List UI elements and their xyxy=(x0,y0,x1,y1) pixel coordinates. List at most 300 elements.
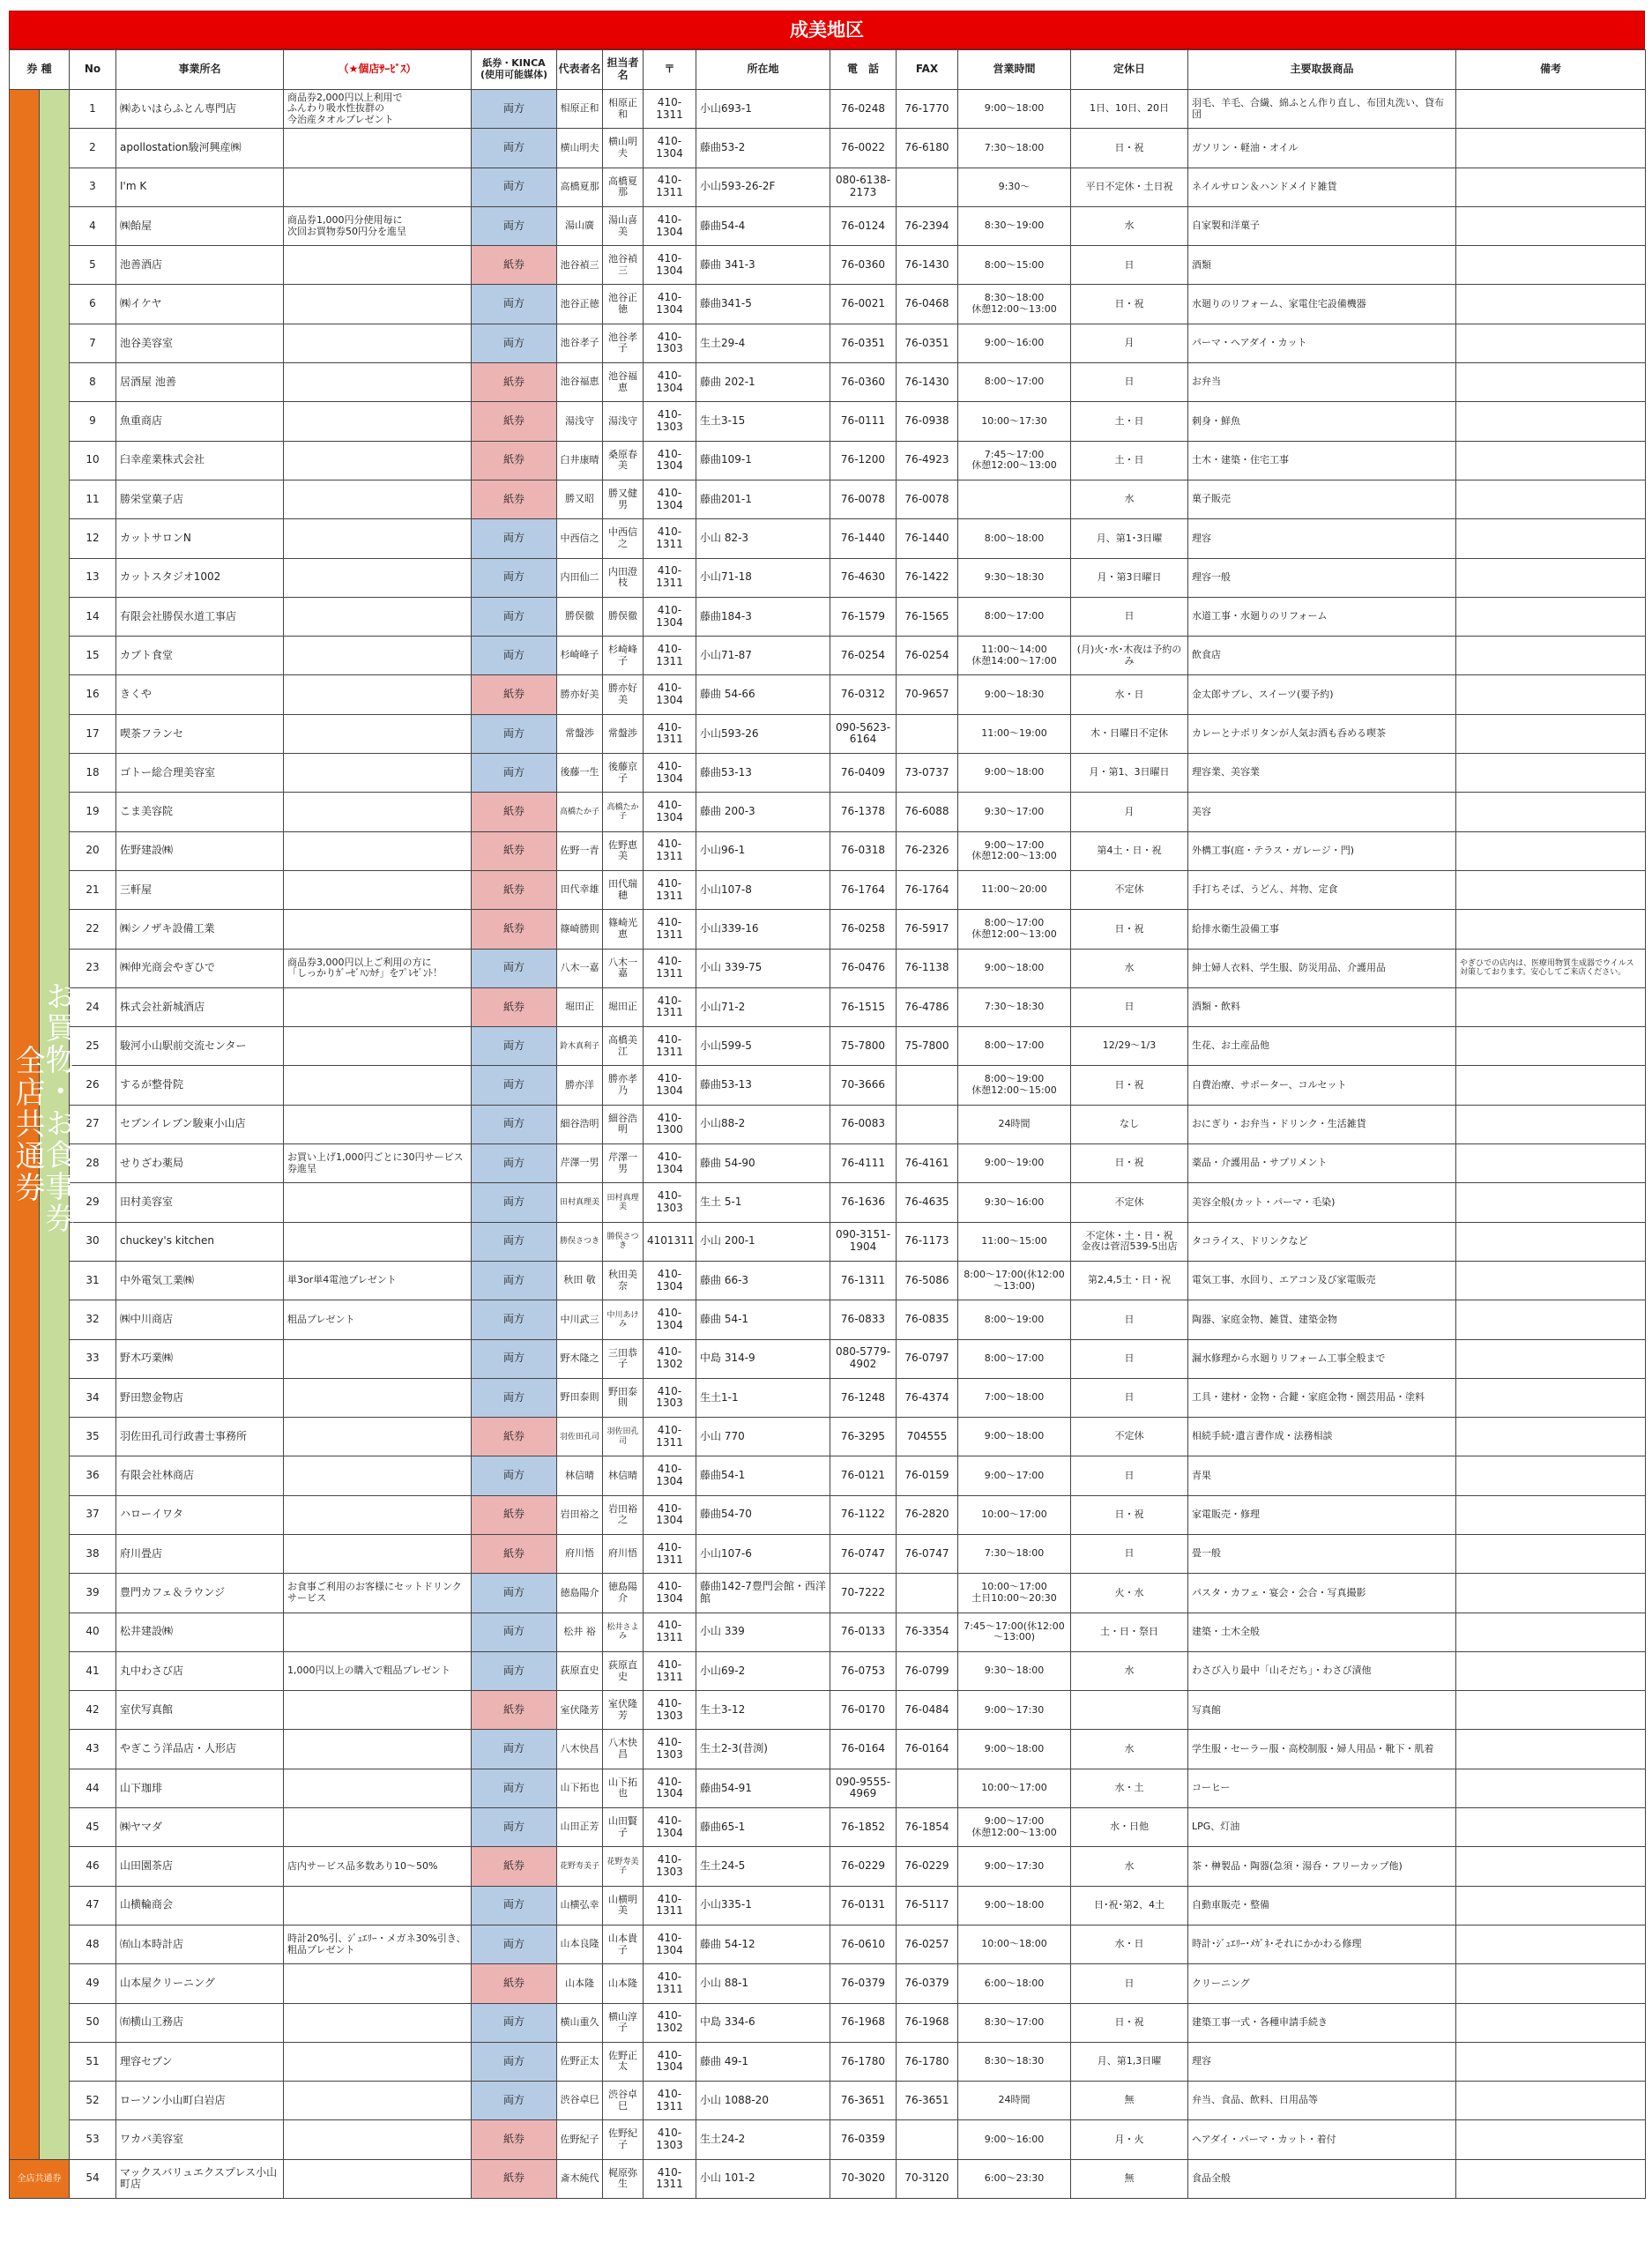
row-no: 51 xyxy=(70,2042,116,2081)
table-row xyxy=(10,1847,1646,1886)
phone: 76-4630 xyxy=(830,558,897,597)
address: 小山 1088-20 xyxy=(696,2082,830,2120)
contact-person: 八木一嘉 xyxy=(603,949,644,987)
media-type: 紙券 xyxy=(472,402,557,441)
remarks xyxy=(1456,1339,1646,1378)
products: 家電販売・修理 xyxy=(1188,1495,1456,1534)
address: 藤曲54-1 xyxy=(696,1456,830,1495)
phone: 76-0409 xyxy=(830,754,897,793)
address: 藤曲54-4 xyxy=(696,206,830,245)
postal-code: 4101311 xyxy=(644,1222,696,1261)
col-media: 紙券・KINCA (使用可能媒体) xyxy=(472,50,557,90)
representative: 佐野一青 xyxy=(557,831,603,870)
representative: 秋田 敬 xyxy=(557,1261,603,1300)
remarks xyxy=(1456,1456,1646,1495)
remarks xyxy=(1456,206,1646,245)
products: ネイルサロン＆ハンドメイド雑貨 xyxy=(1188,168,1456,206)
media-type: 紙券 xyxy=(472,987,557,1026)
phone: 76-0360 xyxy=(830,363,897,402)
group-all-store-label: 全店共通券 xyxy=(10,1045,46,1204)
row-no: 33 xyxy=(70,1339,116,1378)
business-name: 有限会社勝俣水道工事店 xyxy=(116,597,284,636)
holiday: 月・火 xyxy=(1071,2120,1188,2159)
row-no: 54 xyxy=(70,2159,116,2198)
business-name: ㈱あいはらふとん専門店 xyxy=(116,90,284,129)
row-no: 39 xyxy=(70,1574,116,1613)
business-hours: 7:30～18:00 xyxy=(958,1534,1071,1573)
fax xyxy=(897,2120,958,2159)
media-type: 両方 xyxy=(472,1886,557,1925)
address: 生土 5-1 xyxy=(696,1183,830,1222)
products: 手打ちそば、うどん、丼物、定食 xyxy=(1188,870,1456,909)
fax: 76-4786 xyxy=(897,987,958,1026)
business-hours xyxy=(958,480,1071,518)
holiday: 日・祝 xyxy=(1071,285,1188,324)
representative: 松井 裕 xyxy=(557,1613,603,1651)
business-name: 魚重商店 xyxy=(116,402,284,441)
phone: 76-1122 xyxy=(830,1495,897,1534)
address: 藤曲142-7豊門会館・西洋館 xyxy=(696,1574,830,1613)
business-name: ㈱ヤマダ xyxy=(116,1808,284,1847)
phone: 76-0747 xyxy=(830,1534,897,1573)
row-no: 2 xyxy=(70,129,116,168)
media-type: 紙券 xyxy=(472,1964,557,2003)
media-type: 両方 xyxy=(472,285,557,324)
remarks xyxy=(1456,246,1646,285)
address: 小山107-8 xyxy=(696,870,830,909)
phone: 76-0360 xyxy=(830,246,897,285)
row-no: 8 xyxy=(70,363,116,402)
fax: 76-0747 xyxy=(897,1534,958,1573)
representative: 篠崎勝則 xyxy=(557,910,603,949)
table-row xyxy=(10,1730,1646,1769)
holiday: 日 xyxy=(1071,597,1188,636)
service-note xyxy=(284,129,472,168)
representative: 池谷孝子 xyxy=(557,324,603,362)
business-hours: 6:00～23:30 xyxy=(958,2159,1071,2198)
contact-person: 高橋たか子 xyxy=(603,793,644,831)
table-row xyxy=(10,987,1646,1026)
table-row xyxy=(10,1534,1646,1573)
phone: 76-1248 xyxy=(830,1378,897,1417)
business-name: 野木巧業㈱ xyxy=(116,1339,284,1378)
row-no: 44 xyxy=(70,1769,116,1807)
row-no: 48 xyxy=(70,1925,116,1963)
fax: 76-6180 xyxy=(897,129,958,168)
service-note xyxy=(284,2159,472,2198)
service-note xyxy=(284,1105,472,1143)
products: 酒類・飲料 xyxy=(1188,987,1456,1026)
media-type: 紙券 xyxy=(472,246,557,285)
holiday: 火・水 xyxy=(1071,1574,1188,1613)
postal-code: 410-1304 xyxy=(644,1456,696,1495)
row-no: 45 xyxy=(70,1808,116,1847)
store-table xyxy=(9,49,1646,2199)
contact-person: 池谷正徳 xyxy=(603,285,644,324)
fax: 76-0799 xyxy=(897,1651,958,1690)
address: 小山593-26 xyxy=(696,714,830,753)
products: 美容全般(カット・パーマ・毛染) xyxy=(1188,1183,1456,1222)
postal-code: 410-1311 xyxy=(644,558,696,597)
holiday: 土・日 xyxy=(1071,441,1188,480)
fax: 76-5917 xyxy=(897,910,958,949)
holiday: 不定休 xyxy=(1071,870,1188,909)
media-type: 両方 xyxy=(472,519,557,558)
postal-code: 410-1304 xyxy=(644,675,696,714)
business-hours: 24時間 xyxy=(958,2082,1071,2120)
business-hours: 10:00～17:30 xyxy=(958,402,1071,441)
fax: 76-4161 xyxy=(897,1144,958,1183)
fax: 76-0938 xyxy=(897,402,958,441)
representative: 勝亦洋 xyxy=(557,1066,603,1105)
fax: 76-1430 xyxy=(897,363,958,402)
products: 生花、お土産品他 xyxy=(1188,1027,1456,1066)
products: 青果 xyxy=(1188,1456,1456,1495)
media-type: 両方 xyxy=(472,637,557,675)
remarks xyxy=(1456,1300,1646,1339)
fax: 76-0351 xyxy=(897,324,958,362)
business-name: カットサロンN xyxy=(116,519,284,558)
media-type: 両方 xyxy=(472,2082,557,2120)
service-note xyxy=(284,1730,472,1769)
postal-code: 410-1302 xyxy=(644,1339,696,1378)
media-type: 紙券 xyxy=(472,1418,557,1456)
products: ガソリン・軽油・オイル xyxy=(1188,129,1456,168)
table-row xyxy=(10,1574,1646,1613)
service-note xyxy=(284,168,472,206)
postal-code: 410-1304 xyxy=(644,1495,696,1534)
business-hours: 8:00～17:00(休12:00～13:00) xyxy=(958,1261,1071,1300)
remarks xyxy=(1456,2159,1646,2198)
row-no: 15 xyxy=(70,637,116,675)
products: わさび入り最中「山そだち」・わさび漬他 xyxy=(1188,1651,1456,1690)
table-row xyxy=(10,1495,1646,1534)
address: 小山 339-75 xyxy=(696,949,830,987)
address: 藤曲53-13 xyxy=(696,754,830,793)
address: 小山107-6 xyxy=(696,1534,830,1573)
representative: 中西信之 xyxy=(557,519,603,558)
remarks xyxy=(1456,1964,1646,2003)
representative: 徳島陽介 xyxy=(557,1574,603,1613)
address: 藤曲341-5 xyxy=(696,285,830,324)
business-name: 池谷美容室 xyxy=(116,324,284,362)
address: 藤曲 341-3 xyxy=(696,246,830,285)
remarks xyxy=(1456,987,1646,1026)
postal-code: 410-1304 xyxy=(644,2042,696,2081)
products: 畳一般 xyxy=(1188,1534,1456,1573)
business-name: I'm K xyxy=(116,168,284,206)
col-fax: FAX xyxy=(897,50,958,90)
service-note xyxy=(284,2120,472,2159)
media-type: 両方 xyxy=(472,1300,557,1339)
holiday: 日 xyxy=(1071,246,1188,285)
representative: 勝俣徹 xyxy=(557,597,603,636)
row-no: 53 xyxy=(70,2120,116,2159)
postal-code: 410-1311 xyxy=(644,870,696,909)
address: 小山 770 xyxy=(696,1418,830,1456)
media-type: 紙券 xyxy=(472,831,557,870)
col-ticket-type: 券 種 xyxy=(10,50,70,90)
row-no: 38 xyxy=(70,1534,116,1573)
holiday: 土・日 xyxy=(1071,402,1188,441)
row-no: 42 xyxy=(70,1691,116,1730)
fax: 76-1764 xyxy=(897,870,958,909)
media-type: 両方 xyxy=(472,2042,557,2081)
business-hours: 7:45～17:00 休憩12:00～13:00 xyxy=(958,441,1071,480)
representative: 岩田裕之 xyxy=(557,1495,603,1534)
fax: 76-3354 xyxy=(897,1613,958,1651)
phone: 76-1852 xyxy=(830,1808,897,1847)
fax: 76-0159 xyxy=(897,1456,958,1495)
fax xyxy=(897,168,958,206)
phone: 76-4111 xyxy=(830,1144,897,1183)
fax: 76-0797 xyxy=(897,1339,958,1378)
contact-person: 府川悟 xyxy=(603,1534,644,1573)
page-title: 成美地区 xyxy=(9,11,1645,49)
service-note xyxy=(284,1183,472,1222)
business-name: 居酒屋 池善 xyxy=(116,363,284,402)
holiday: 平日不定休・土日祝 xyxy=(1071,168,1188,206)
service-note xyxy=(284,597,472,636)
fax: 704555 xyxy=(897,1418,958,1456)
business-hours: 9:00～17:30 xyxy=(958,1847,1071,1886)
table-row xyxy=(10,2003,1646,2042)
postal-code: 410-1304 xyxy=(644,1769,696,1807)
postal-code: 410-1304 xyxy=(644,754,696,793)
group-all-store xyxy=(10,90,46,2160)
media-type: 両方 xyxy=(472,558,557,597)
postal-code: 410-1304 xyxy=(644,1574,696,1613)
products: パーマ・ヘアダイ・カット xyxy=(1188,324,1456,362)
business-name: 山本屋クリーニング xyxy=(116,1964,284,2003)
media-type: 両方 xyxy=(472,90,557,129)
postal-code: 410-1311 xyxy=(644,714,696,753)
address: 藤曲 54-12 xyxy=(696,1925,830,1963)
remarks xyxy=(1456,1105,1646,1143)
holiday: 月・第1、3日曜日 xyxy=(1071,754,1188,793)
business-name: 府川畳店 xyxy=(116,1534,284,1573)
holiday: 月 xyxy=(1071,793,1188,831)
table-row xyxy=(10,1769,1646,1807)
table-row xyxy=(10,1925,1646,1963)
remarks xyxy=(1456,1730,1646,1769)
remarks xyxy=(1456,2003,1646,2042)
row-no: 20 xyxy=(70,831,116,870)
fax: 76-0468 xyxy=(897,285,958,324)
business-name: カブト食堂 xyxy=(116,637,284,675)
table-row xyxy=(10,1222,1646,1261)
address: 藤曲 200-3 xyxy=(696,793,830,831)
row-no: 27 xyxy=(70,1105,116,1143)
business-hours: 8:00～18:00 xyxy=(958,519,1071,558)
representative: 後藤一生 xyxy=(557,754,603,793)
phone: 76-0379 xyxy=(830,1964,897,2003)
contact-person: 湯山喜美 xyxy=(603,206,644,245)
remarks xyxy=(1456,1651,1646,1690)
postal-code: 410-1311 xyxy=(644,910,696,949)
row-no: 36 xyxy=(70,1456,116,1495)
address: 生土1-1 xyxy=(696,1378,830,1417)
address: 小山 200-1 xyxy=(696,1222,830,1261)
contact-person: 横山淳子 xyxy=(603,2003,644,2042)
representative: 鈴木真利子 xyxy=(557,1027,603,1066)
remarks xyxy=(1456,324,1646,362)
holiday: 水・日 xyxy=(1071,675,1188,714)
remarks xyxy=(1456,480,1646,518)
contact-person: 勝俣さつき xyxy=(603,1222,644,1261)
representative: 湯浅守 xyxy=(557,402,603,441)
fax: 76-1138 xyxy=(897,949,958,987)
table-row xyxy=(10,910,1646,949)
address: 小山71-18 xyxy=(696,558,830,597)
contact-person: 勝亦孝乃 xyxy=(603,1066,644,1105)
contact-person: 羽佐田孔司 xyxy=(603,1418,644,1456)
products: 給排水衛生設備工事 xyxy=(1188,910,1456,949)
phone: 76-1311 xyxy=(830,1261,897,1300)
service-note xyxy=(284,987,472,1026)
contact-person: 秋田美奈 xyxy=(603,1261,644,1300)
holiday: 不定休 xyxy=(1071,1418,1188,1456)
service-note xyxy=(284,637,472,675)
products: 水道工事・水廻りのリフォーム xyxy=(1188,597,1456,636)
business-name: 羽佐田孔司行政書士事務所 xyxy=(116,1418,284,1456)
media-type: 両方 xyxy=(472,1222,557,1261)
address: 藤曲65-1 xyxy=(696,1808,830,1847)
business-name: 松井建設㈱ xyxy=(116,1613,284,1651)
address: 生土24-5 xyxy=(696,1847,830,1886)
table-row xyxy=(10,1613,1646,1651)
representative: 山本隆 xyxy=(557,1964,603,2003)
fax: 76-1770 xyxy=(897,90,958,129)
phone: 75-7800 xyxy=(830,1027,897,1066)
products: 学生服・セーラー服・高校制服・婦人用品・靴下・肌着 xyxy=(1188,1730,1456,1769)
table-row xyxy=(10,1183,1646,1222)
phone: 76-1440 xyxy=(830,519,897,558)
service-note xyxy=(284,754,472,793)
service-note: お食事ご利用のお客様にセットドリンクサービス xyxy=(284,1574,472,1613)
holiday: 水・土 xyxy=(1071,1769,1188,1807)
service-note xyxy=(284,246,472,285)
table-row xyxy=(10,754,1646,793)
representative: 田代幸雄 xyxy=(557,870,603,909)
phone: 76-0476 xyxy=(830,949,897,987)
phone: 76-1636 xyxy=(830,1183,897,1222)
representative: 池谷正徳 xyxy=(557,285,603,324)
products: 相続手続･遺言書作成・法務相談 xyxy=(1188,1418,1456,1456)
representative: 池谷禎三 xyxy=(557,246,603,285)
table-row xyxy=(10,637,1646,675)
contact-person: 篠崎光恵 xyxy=(603,910,644,949)
media-type: 紙券 xyxy=(472,793,557,831)
row-no: 29 xyxy=(70,1183,116,1222)
business-hours: 6:00～18:00 xyxy=(958,1964,1071,2003)
business-name: 豊門カフェ＆ラウンジ xyxy=(116,1574,284,1613)
service-note: 商品券2,000円以上利用で ふんわり吸水性抜群の 今治産タオルプレゼント xyxy=(284,90,472,129)
row-no: 3 xyxy=(70,168,116,206)
row-no: 12 xyxy=(70,519,116,558)
service-note xyxy=(284,1456,472,1495)
holiday: 日・祝 xyxy=(1071,129,1188,168)
representative: 山下拓也 xyxy=(557,1769,603,1807)
postal-code: 410-1311 xyxy=(644,2082,696,2120)
media-type: 両方 xyxy=(472,754,557,793)
row-no: 31 xyxy=(70,1261,116,1300)
contact-person: 桑原春美 xyxy=(603,441,644,480)
business-name: ワカバ美容室 xyxy=(116,2120,284,2159)
business-name: 勝栄堂菓子店 xyxy=(116,480,284,518)
products: 陶器、家庭金物、雑貨、建築金物 xyxy=(1188,1300,1456,1339)
products: 茶・榊製品・陶器(急須・湯呑・フリーカップ他) xyxy=(1188,1847,1456,1886)
fax: 76-4374 xyxy=(897,1378,958,1417)
media-type: 両方 xyxy=(472,1574,557,1613)
contact-person: 細谷浩明 xyxy=(603,1105,644,1143)
remarks xyxy=(1456,1378,1646,1417)
representative: 芹澤一男 xyxy=(557,1144,603,1183)
fax: 70-3120 xyxy=(897,2159,958,2198)
media-type: 両方 xyxy=(472,714,557,753)
products: 金太郎サブレ、スイーツ(要予約) xyxy=(1188,675,1456,714)
address: 小山693-1 xyxy=(696,90,830,129)
remarks xyxy=(1456,714,1646,753)
postal-code: 410-1303 xyxy=(644,1847,696,1886)
holiday xyxy=(1071,1691,1188,1730)
phone: 76-0111 xyxy=(830,402,897,441)
holiday: 水 xyxy=(1071,949,1188,987)
fax: 76-0164 xyxy=(897,1730,958,1769)
table-row xyxy=(10,831,1646,870)
table-row xyxy=(10,2082,1646,2120)
media-type: 両方 xyxy=(472,1651,557,1690)
products: 自動車販売・整備 xyxy=(1188,1886,1456,1925)
table-row xyxy=(10,1105,1646,1143)
holiday: なし xyxy=(1071,1105,1188,1143)
products: おにぎり・お弁当・ドリンク・生活雑貨 xyxy=(1188,1105,1456,1143)
contact-person: 堀田正 xyxy=(603,987,644,1026)
postal-code: 410-1311 xyxy=(644,949,696,987)
business-hours: 8:00～17:00 xyxy=(958,597,1071,636)
business-name: 有限会社林商店 xyxy=(116,1456,284,1495)
postal-code: 410-1304 xyxy=(644,246,696,285)
table-row xyxy=(10,1144,1646,1183)
row-no: 34 xyxy=(70,1378,116,1417)
postal-code: 410-1303 xyxy=(644,1378,696,1417)
postal-code: 410-1304 xyxy=(644,129,696,168)
table-row xyxy=(10,90,1646,129)
contact-person: 芹澤一男 xyxy=(603,1144,644,1183)
media-type: 両方 xyxy=(472,1105,557,1143)
row-no: 13 xyxy=(70,558,116,597)
col-postal: 〒 xyxy=(644,50,696,90)
row-no: 28 xyxy=(70,1144,116,1183)
business-hours: 9:00～16:00 xyxy=(958,2120,1071,2159)
phone: 76-0359 xyxy=(830,2120,897,2159)
table-row xyxy=(10,1691,1646,1730)
address: 藤曲53-2 xyxy=(696,129,830,168)
business-hours: 11:00～20:00 xyxy=(958,870,1071,909)
remarks xyxy=(1456,519,1646,558)
holiday: 月、第1,3日曜 xyxy=(1071,2042,1188,2081)
fax: 76-6088 xyxy=(897,793,958,831)
col-products: 主要取扱商品 xyxy=(1188,50,1456,90)
business-hours: 9:30～16:00 xyxy=(958,1183,1071,1222)
representative: 高橋夏那 xyxy=(557,168,603,206)
representative: 野田泰則 xyxy=(557,1378,603,1417)
business-name: ㈲横山工務店 xyxy=(116,2003,284,2042)
remarks xyxy=(1456,1144,1646,1183)
representative: 常盤渉 xyxy=(557,714,603,753)
representative: 細谷浩明 xyxy=(557,1105,603,1143)
products: 美容 xyxy=(1188,793,1456,831)
